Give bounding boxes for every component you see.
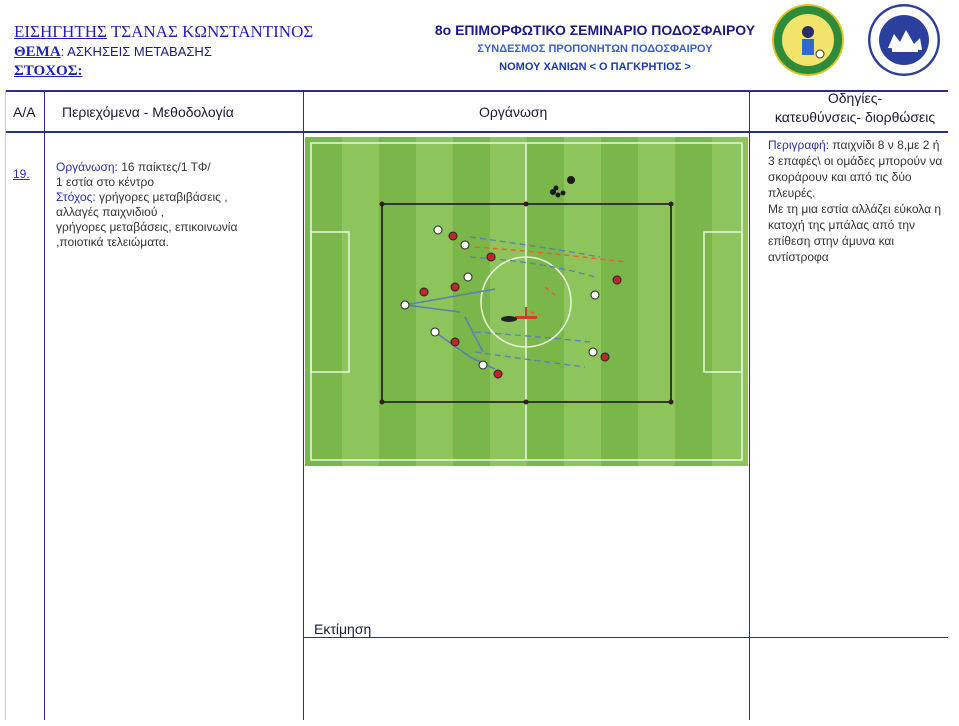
- goal-line-3: γρήγορες μεταβάσεις, επικοινωνία: [56, 220, 238, 234]
- table-header-border: [5, 131, 948, 133]
- org-label: Οργάνωση:: [56, 160, 118, 174]
- col-header-content: Περιεχόμενα - Μεθοδολογία: [62, 104, 234, 120]
- desc-para-2: Με τη μια εστία αλλάζει εύκολα η κατοχή της μπάλας από την επίθεση στην άμυνα και αντίστροφα: [768, 202, 942, 264]
- header-left: [14, 22, 313, 80]
- prefecture-name: ΝΟΜΟΥ ΧΑΝΙΩΝ < Ο ΠΑΓΚΡΗΤΙΟΣ >: [499, 61, 691, 73]
- col-header-guides-2: κατευθύνσεις- διορθώσεις: [774, 109, 936, 125]
- left-club-logo: [772, 4, 844, 76]
- row-number: 19.: [13, 167, 30, 181]
- author-name: ΤΣΑΝΑΣ ΚΩΝΣΤΑΝΤΙΝΟΣ: [110, 22, 314, 41]
- col-header-no: Α/Α: [13, 104, 36, 120]
- col-header-guides-1: Οδηγίες-: [827, 90, 883, 106]
- col-header-guides: [762, 89, 948, 127]
- union-name: ΣΥΝΔΕΣΜΟΣ ΠΡΟΠΟΝΗΤΩΝ ΠΟΔΟΣΦΑΙΡΟΥ: [477, 43, 713, 55]
- pitch-diagram: [305, 137, 748, 466]
- org-text: 16 παίκτες/1 ΤΦ/: [117, 160, 211, 174]
- goal-line: [56, 190, 276, 205]
- goal-line-2: αλλαγές παιχνιδιού ,: [56, 205, 165, 219]
- desc-label: Περιγραφή:: [768, 138, 830, 152]
- evaluation-divider: [303, 637, 948, 638]
- goal-line-4: ,ποιοτικά τελειώματα.: [56, 235, 169, 249]
- col-divider-3: [749, 90, 750, 720]
- col-header-org: Οργάνωση: [479, 104, 548, 120]
- header-center: [430, 22, 760, 73]
- desc-para-1: [768, 137, 948, 201]
- col-divider-1: [44, 90, 45, 720]
- row-goal-label: Στόχος:: [56, 190, 96, 204]
- theme-value: : ΑΣΚΗΣΕΙΣ ΜΕΤΑΒΑΣΗΣ: [60, 44, 212, 59]
- goal-text: γρήγορες μεταβιβάσεις ,: [95, 190, 228, 204]
- org-line-2: 1 εστία στο κέντρο: [56, 175, 155, 189]
- author-prefix: ΕΙΣΗΓΗΤΗΣ: [14, 22, 107, 41]
- author-line: [14, 22, 313, 42]
- evaluation-label: Εκτίμηση: [314, 621, 372, 637]
- table-left-border: [5, 90, 6, 720]
- row-methodology: [56, 160, 276, 250]
- col-divider-2: [303, 90, 304, 720]
- org-line: [56, 160, 276, 175]
- theme-line: [14, 42, 313, 62]
- desc-text: παιχνίδι 8 ν 8,με 2 ή 3 επαφές\ οι ομάδες μπορούν να σκοράρουν και από τις δύο πλευρές.: [768, 138, 943, 200]
- seminar-title: 8ο ΕΠΙΜΟΡΦΩΤΙΚΟ ΣΕΜΙΝΑΡΙΟ ΠΟΔΟΣΦΑΙΡΟΥ: [434, 22, 756, 38]
- theme-label: ΘΕΜΑ: [14, 44, 61, 60]
- goal-label: ΣΤΟΧΟΣ:: [14, 63, 83, 79]
- right-federation-logo: [868, 4, 940, 76]
- row-description: [768, 137, 948, 265]
